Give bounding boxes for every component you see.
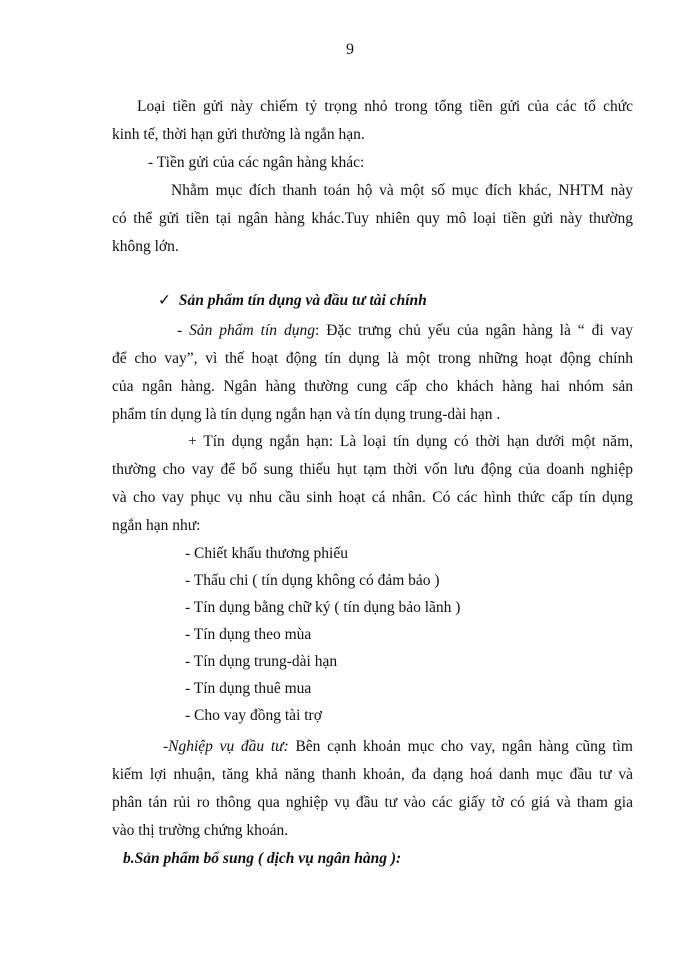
list-item: - Chiết khấu thương phiếu (185, 545, 348, 562)
section-heading-text: Sản phẩm tín dụng và đầu tư tài chính (178, 292, 427, 309)
dash: - (177, 322, 190, 339)
subsection-title: - Tiền gửi của các ngân hàng khác: (148, 154, 365, 171)
list-item: - Tín dụng trung-dài hạn (185, 653, 338, 670)
list-item: - Tín dụng thuê mua (185, 680, 312, 697)
paragraph-line: phân tán rủi ro thông qua nghiệp vụ đầu tư vào các giấy tờ có giá và tham gia (112, 794, 633, 811)
list-item: - Tín dụng bằng chữ ký ( tín dụng bảo lãnh ) (185, 599, 461, 616)
page-number: 9 (346, 41, 354, 58)
paragraph-line: và cho vay phục vụ nhu cầu sinh hoạt cá nhân. Có các hình thức cấp tín dụng (112, 489, 633, 506)
line-rest: Bên cạnh khoản mục cho vay, ngân hàng cũng tìm (288, 738, 633, 755)
term-label: -Nghiệp vụ đầu tư: (163, 738, 289, 755)
paragraph-line: Loại tiền gửi này chiếm tỷ trọng nhỏ trong tổng tiền gửi của các tổ chức (137, 98, 633, 115)
section-heading (158, 291, 427, 311)
list-item: - Tín dụng theo mùa (185, 626, 312, 643)
paragraph-line: không lớn. (112, 238, 179, 255)
paragraph-line (177, 321, 633, 341)
paragraph-line: kinh tế, thời hạn gửi thường là ngắn hạn. (112, 126, 365, 143)
list-item: - Thấu chi ( tín dụng không có đảm bảo ) (185, 572, 440, 589)
paragraph-line (163, 737, 633, 757)
paragraph-line: kiếm lợi nhuận, tăng khả năng thanh khoản, đa dạng hoá danh mục đầu tư và (112, 766, 633, 783)
line-rest: : Đặc trưng chủ yếu của ngân hàng là “ đi vay (315, 322, 633, 339)
paragraph-line: + Tín dụng ngắn hạn: Là loại tín dụng có thời hạn dưới một năm, (188, 433, 633, 450)
paragraph-line: thường cho vay để bổ sung thiếu hụt tạm thời vốn lưu động của doanh nghiệp (112, 461, 633, 478)
paragraph-line: có thể gửi tiền tại ngân hàng khác.Tuy nhiên quy mô loại tiền gửi này thường (112, 210, 633, 227)
section-b-heading: b.Sản phẩm bổ sung ( dịch vụ ngân hàng ): (123, 850, 402, 867)
term-label: Sản phẩm tín dụng (189, 322, 315, 339)
paragraph-line: để cho vay”, vì thế hoạt động tín dụng là một trong những hoạt động chính (112, 350, 633, 367)
paragraph-line: ngắn hạn như: (112, 517, 201, 534)
paragraph-line: vào thị trường chứng khoán. (112, 822, 289, 839)
list-item: - Cho vay đồng tài trợ (185, 707, 322, 724)
checkmark-icon: ✓ (158, 292, 171, 309)
paragraph-line: Nhằm mục đích thanh toán hộ và một số mục đích khác, NHTM này (171, 182, 633, 199)
paragraph-line: của ngân hàng. Ngân hàng thường cung cấp cho khách hàng hai nhóm sản (112, 378, 633, 395)
paragraph-line: phẩm tín dụng là tín dụng ngắn hạn và tín dụng trung-dài hạn . (112, 406, 501, 423)
